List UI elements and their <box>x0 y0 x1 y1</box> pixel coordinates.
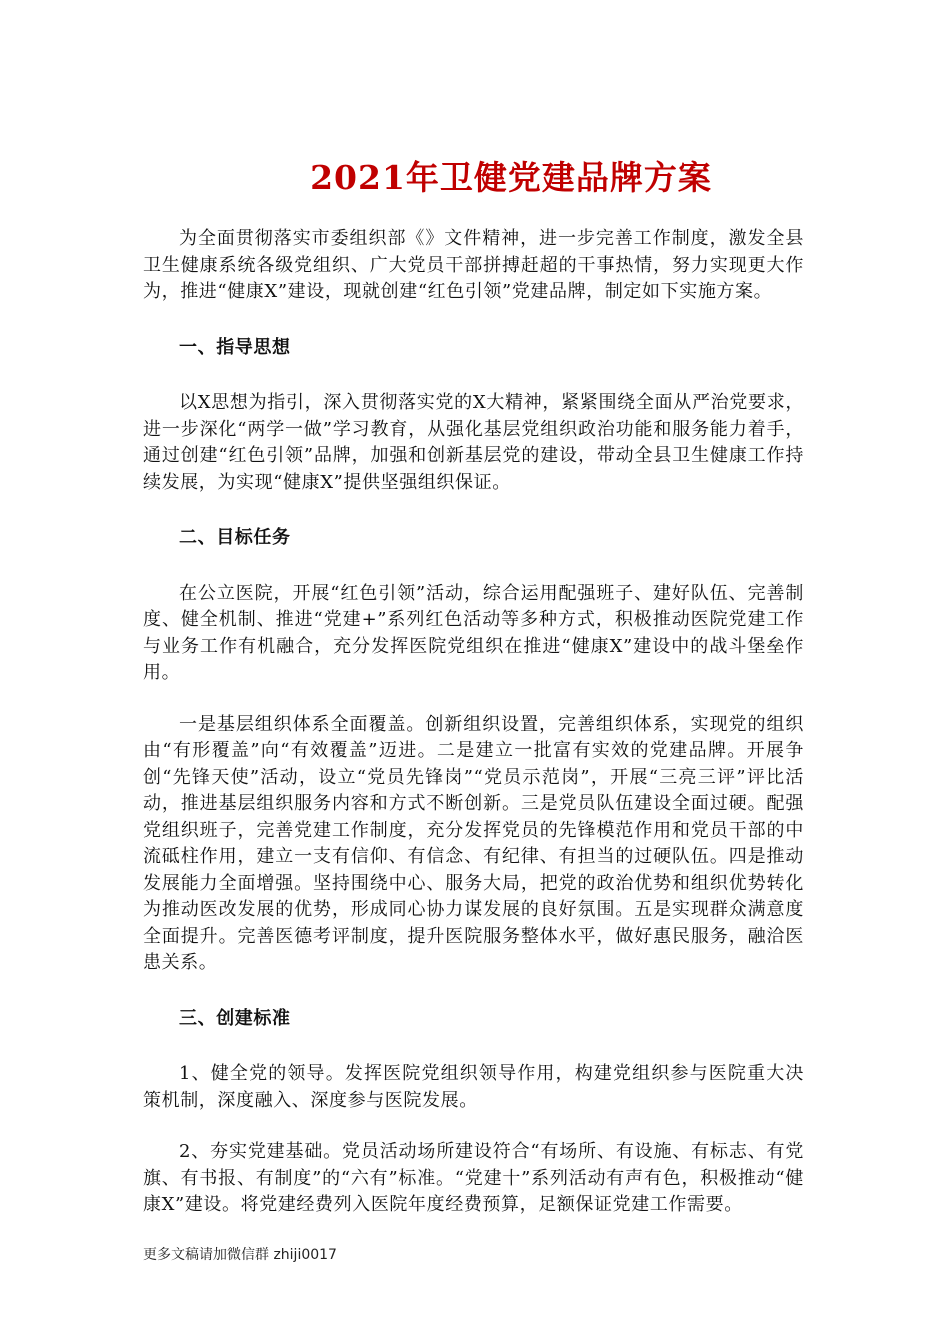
document-title: 2021年卫健党建品牌方案 <box>310 158 712 197</box>
section2-body1: 在公立医院，开展“红色引领”活动，综合运用配强班子、建好队伍、完善制度、健全机制、推进“党建+”系列红色活动等多种方式，积极推动医院党建工作与业务工作有机融合，充分发挥医院党组织在推进“健康X”建设中的战斗堡垒作用。 <box>143 582 804 683</box>
section3-heading: 三、创建标准 <box>179 1007 291 1029</box>
section1-heading: 一、指导思想 <box>179 336 291 358</box>
intro-paragraph: 为全面贯彻落实市委组织部《》文件精神，进一步完善工作制度，激发全县卫生健康系统各级党组织、广大党员干部拼搏赶超的干事热情，努力实现更大作为，推进“健康X”建设，现就创建“红色引领”党建品牌，制定如下实施方案。 <box>143 228 804 302</box>
section2-body2: 一是基层组织体系全面覆盖。创新组织设置，完善组织体系，实现党的组织由“有形覆盖”向“有效覆盖”迈进。二是建立一批富有实效的党建品牌。开展争创“先锋天使”活动，设立“党员先锋岗”“党员示范岗”，开展“三亮三评”评比活动，推进基层组织服务内容和方式不断创新。三是党员队伍建设全面过硬。配强党组织班子，完善党建工作制度，充分发挥党员的先锋模范作用和党员干部的中流砥柱作用，建立一支有信仰、有信念、有纪律、有担当的过硬队伍。四是推动发展能力全面增强。坚持围绕中心、服务大局，把党的政治优势和组织优势转化为推动医改发展的优势，形成同心协力谋发展的良好氛围。五是实现群众满意度全面提升。完善医德考评制度，提升医院服务整体水平，做好惠民服务，融洽医患关系。 <box>143 713 804 973</box>
footer-note: 更多文稿请加微信群 zhiji0017 <box>143 1247 337 1263</box>
document-body <box>143 226 804 1219</box>
section3-item1: 1、健全党的领导。发挥医院党组织领导作用，构建党组织参与医院重大决策机制，深度融入、深度参与医院发展。 <box>143 1063 804 1111</box>
section2-heading: 二、目标任务 <box>179 527 291 548</box>
section3-item2: 2、夯实党建基础。党员活动场所建设符合“有场所、有设施、有标志、有党旗、有书报、有制度”的“六有”标准。“党建十”系列活动有声有色，积极推动“健康X”建设。将党建经费列入医院年度经费预算，足额保证党建工作需要。 <box>143 1141 804 1215</box>
section1-body: 以X思想为指引，深入贯彻落实党的X大精神，紧紧围绕全面从严治党要求，进一步深化“两学一做”学习教育，从强化基层党组织政治功能和服务能力着手，通过创建“红色引领”品牌，加强和创新基层党的建设，带动全县卫生健康工作持续发展，为实现“健康X”提供坚强组织保证。 <box>143 392 804 493</box>
